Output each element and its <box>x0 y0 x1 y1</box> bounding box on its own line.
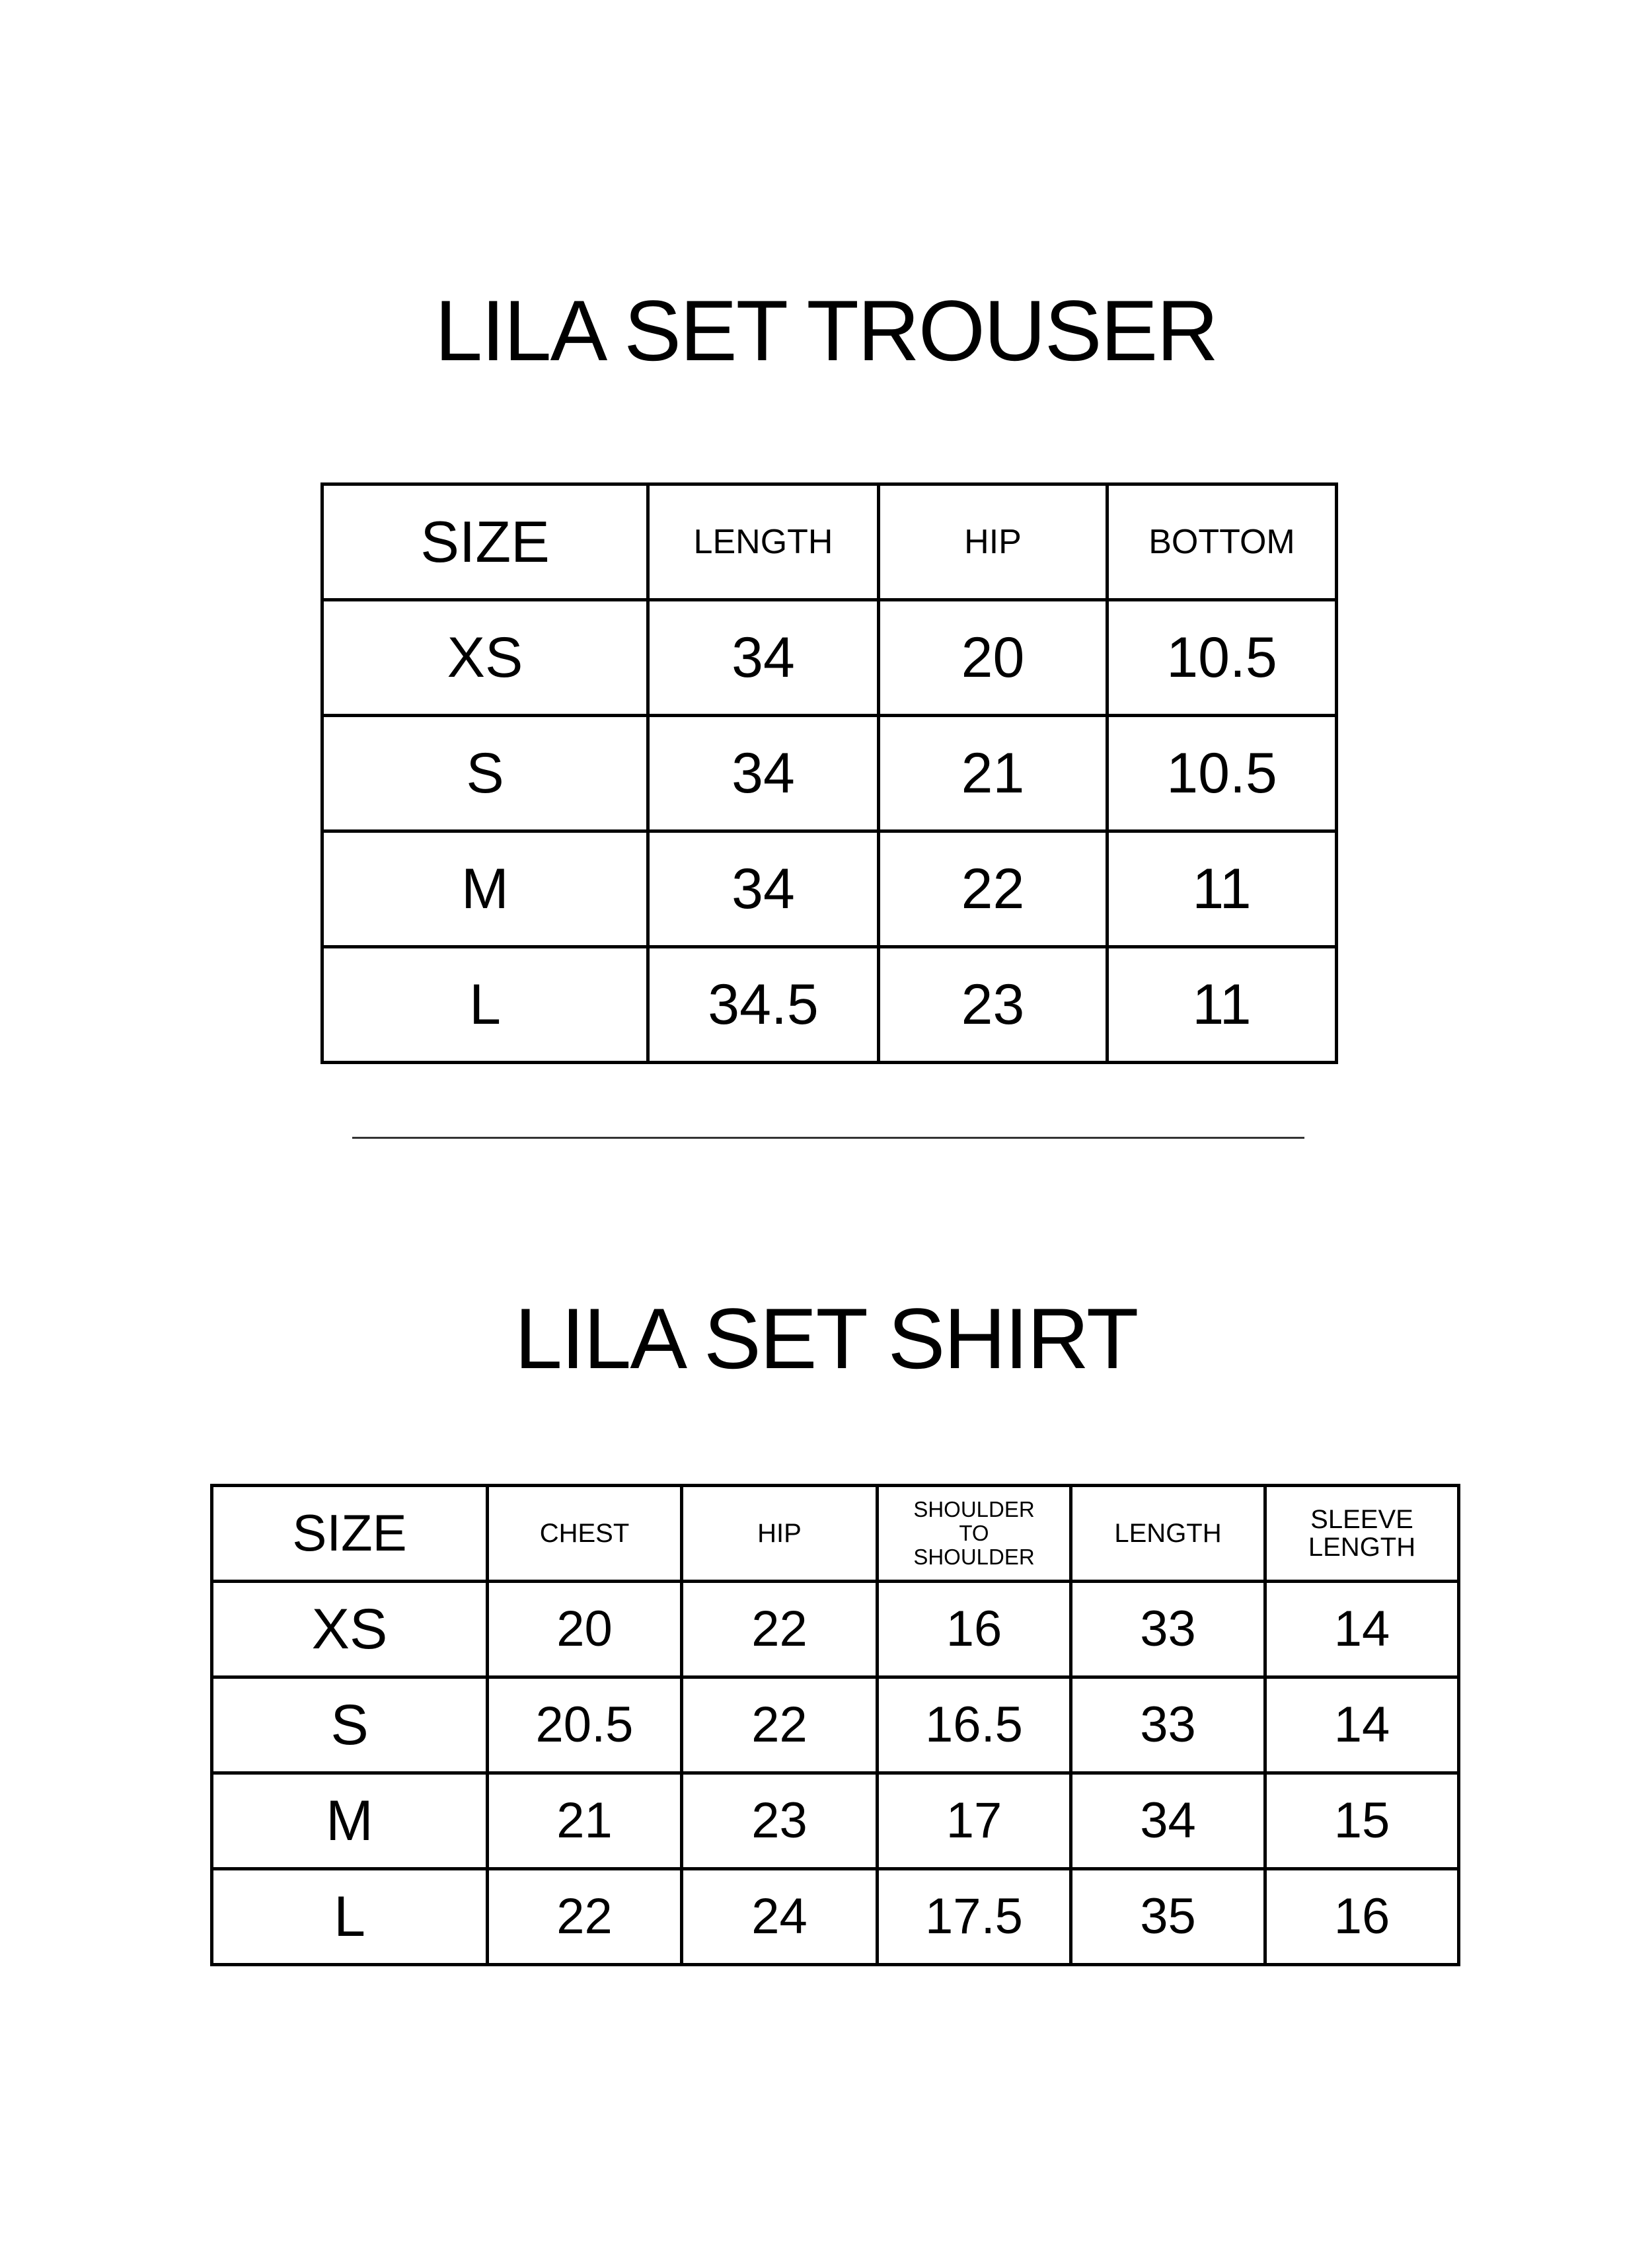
header-chest: CHEST <box>488 1486 682 1582</box>
size-cell: M <box>212 1773 488 1869</box>
header-size: SIZE <box>212 1486 488 1582</box>
table-row <box>322 947 1337 1063</box>
sleeve-cell: 16 <box>1265 1869 1459 1965</box>
shoulder-cell: 16.5 <box>878 1677 1071 1773</box>
sleeve-cell: 14 <box>1265 1582 1459 1677</box>
table-row <box>212 1869 1459 1965</box>
bottom-cell: 10.5 <box>1108 600 1337 716</box>
chest-cell: 22 <box>488 1869 682 1965</box>
chest-cell: 20 <box>488 1582 682 1677</box>
length-cell: 34 <box>1071 1773 1265 1869</box>
shoulder-cell: 16 <box>878 1582 1071 1677</box>
chest-cell: 21 <box>488 1773 682 1869</box>
size-cell: S <box>212 1677 488 1773</box>
length-cell: 35 <box>1071 1869 1265 1965</box>
sleeve-cell: 14 <box>1265 1677 1459 1773</box>
header-line: SHOULDER <box>913 1496 1035 1521</box>
table-row <box>322 716 1337 831</box>
bottom-cell: 11 <box>1108 947 1337 1063</box>
shirt-title: LILA SET SHIRT <box>514 1290 1138 1387</box>
length-cell: 33 <box>1071 1677 1265 1773</box>
length-cell: 34 <box>648 716 879 831</box>
hip-cell: 22 <box>682 1677 878 1773</box>
length-cell: 34.5 <box>648 947 879 1063</box>
header-shoulder-to-shoulder <box>878 1486 1071 1582</box>
header-hip: HIP <box>682 1486 878 1582</box>
sleeve-cell: 15 <box>1265 1773 1459 1869</box>
hip-cell: 24 <box>682 1869 878 1965</box>
hip-cell: 23 <box>879 947 1108 1063</box>
table-row <box>322 600 1337 716</box>
hip-cell: 22 <box>682 1582 878 1677</box>
header-line: SLEEVE <box>1310 1505 1413 1534</box>
table-row <box>212 1582 1459 1677</box>
length-cell: 34 <box>648 600 879 716</box>
size-cell: M <box>322 831 648 947</box>
size-cell: XS <box>322 600 648 716</box>
hip-cell: 21 <box>879 716 1108 831</box>
size-cell: S <box>322 716 648 831</box>
size-cell: L <box>322 947 648 1063</box>
header-line: SHOULDER <box>913 1545 1035 1570</box>
hip-cell: 23 <box>682 1773 878 1869</box>
section-divider <box>352 1137 1304 1139</box>
header-line: TO <box>959 1520 989 1545</box>
size-cell: L <box>212 1869 488 1965</box>
table-header-row <box>322 484 1337 600</box>
hip-cell: 20 <box>879 600 1108 716</box>
hip-cell: 22 <box>879 831 1108 947</box>
chest-cell: 20.5 <box>488 1677 682 1773</box>
trouser-title: LILA SET TROUSER <box>434 282 1218 379</box>
header-length: LENGTH <box>1071 1486 1265 1582</box>
shoulder-cell: 17 <box>878 1773 1071 1869</box>
table-row <box>322 831 1337 947</box>
table-row <box>212 1677 1459 1773</box>
bottom-cell: 11 <box>1108 831 1337 947</box>
shoulder-cell: 17.5 <box>878 1869 1071 1965</box>
header-hip: HIP <box>879 484 1108 600</box>
length-cell: 33 <box>1071 1582 1265 1677</box>
trouser-size-table <box>320 482 1338 1064</box>
header-length: LENGTH <box>648 484 879 600</box>
table-header-row <box>212 1486 1459 1582</box>
header-sleeve-length <box>1265 1486 1459 1582</box>
table-row <box>212 1773 1459 1869</box>
size-cell: XS <box>212 1582 488 1677</box>
bottom-cell: 10.5 <box>1108 716 1337 831</box>
header-size: SIZE <box>322 484 648 600</box>
header-bottom: BOTTOM <box>1108 484 1337 600</box>
header-line: LENGTH <box>1308 1533 1416 1562</box>
length-cell: 34 <box>648 831 879 947</box>
shirt-size-table <box>210 1484 1460 1966</box>
